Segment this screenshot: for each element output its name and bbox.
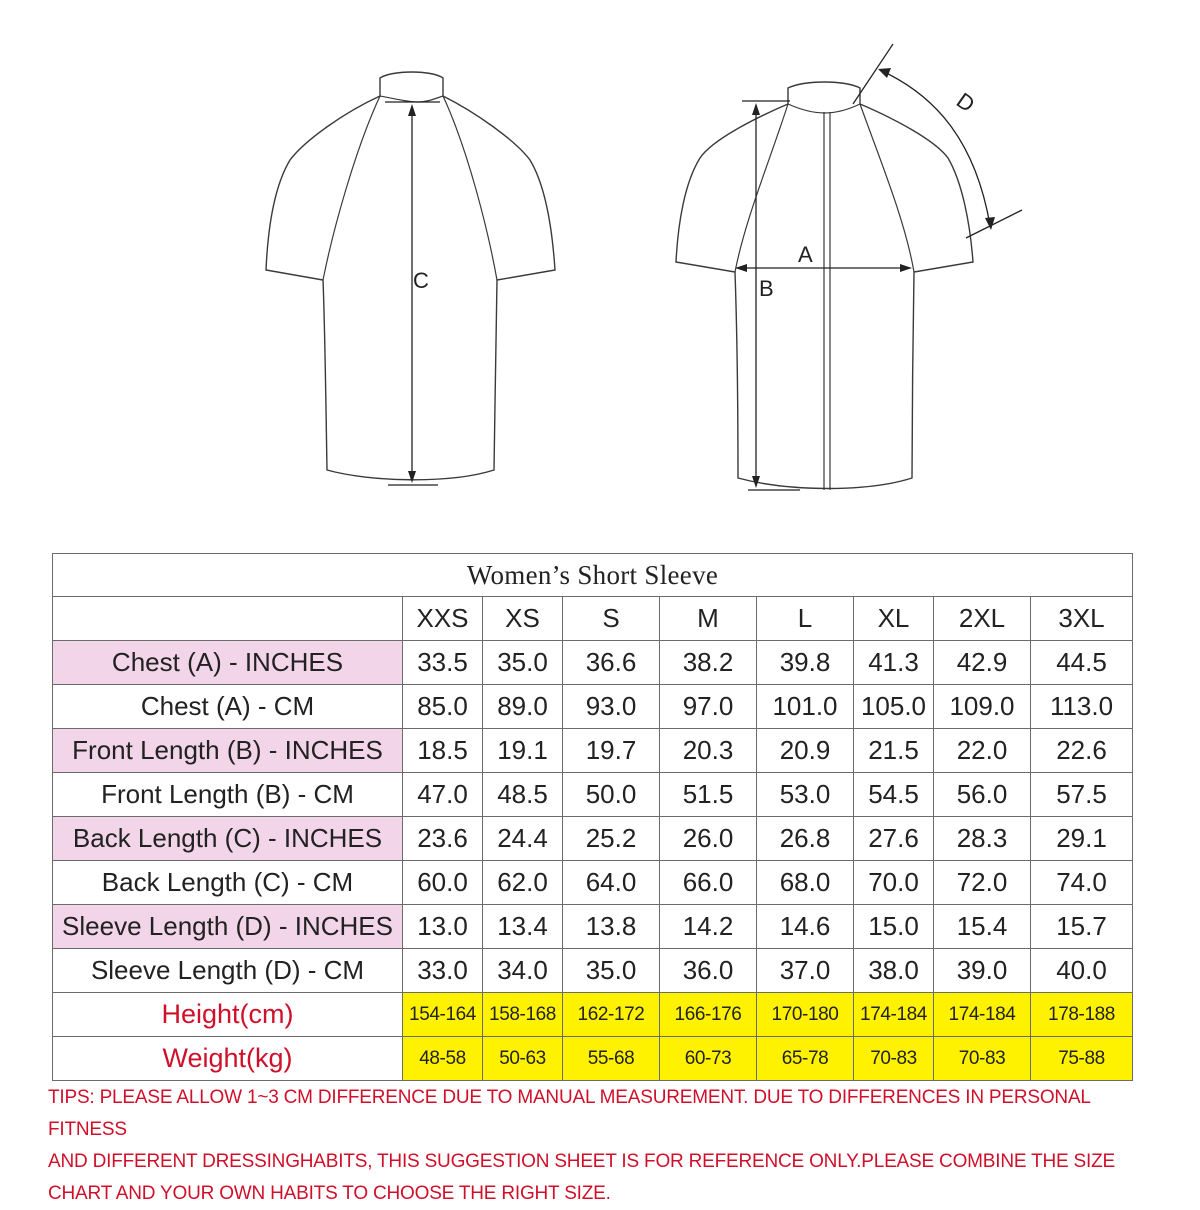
- table-title: Women’s Short Sleeve: [53, 554, 1133, 597]
- table-cell: 35.0: [483, 641, 563, 685]
- table-cell: 89.0: [483, 685, 563, 729]
- row-label: Chest (A) - CM: [53, 685, 403, 729]
- table-cell: 113.0: [1031, 685, 1133, 729]
- table-cell: 70-83: [934, 1037, 1031, 1081]
- table-cell: 65-78: [757, 1037, 854, 1081]
- table-cell: 75-88: [1031, 1037, 1133, 1081]
- row-label: Front Length (B) - CM: [53, 773, 403, 817]
- size-header-xl: XL: [854, 597, 934, 641]
- table-cell: 23.6: [403, 817, 483, 861]
- table-cell: 170-180: [757, 993, 854, 1037]
- table-cell: 36.6: [563, 641, 660, 685]
- table-cell: 20.3: [660, 729, 757, 773]
- table-cell: 109.0: [934, 685, 1031, 729]
- table-cell: 22.6: [1031, 729, 1133, 773]
- table-cell: 174-184: [854, 993, 934, 1037]
- size-header-3xl: 3XL: [1031, 597, 1133, 641]
- table-cell: 42.9: [934, 641, 1031, 685]
- front-view-jersey: [676, 44, 1022, 490]
- table-cell: 28.3: [934, 817, 1031, 861]
- size-chart-body: [53, 554, 1133, 1081]
- tips-note: [48, 1082, 1148, 1210]
- table-row: [53, 685, 1133, 729]
- row-label: Sleeve Length (D) - INCHES: [53, 905, 403, 949]
- table-cell: 19.7: [563, 729, 660, 773]
- table-cell: 60.0: [403, 861, 483, 905]
- table-cell: 60-73: [660, 1037, 757, 1081]
- table-cell: 29.1: [1031, 817, 1133, 861]
- table-cell: 51.5: [660, 773, 757, 817]
- table-cell: 72.0: [934, 861, 1031, 905]
- table-cell: 154-164: [403, 993, 483, 1037]
- jersey-diagrams: [0, 0, 1200, 540]
- table-cell: 50-63: [483, 1037, 563, 1081]
- table-cell: 19.1: [483, 729, 563, 773]
- table-cell: 70.0: [854, 861, 934, 905]
- table-cell: 48-58: [403, 1037, 483, 1081]
- tips-line: CHART AND YOUR OWN HABITS TO CHOOSE THE RIGHT SIZE.: [48, 1183, 611, 1204]
- table-cell: 13.4: [483, 905, 563, 949]
- table-cell: 47.0: [403, 773, 483, 817]
- table-cell: 15.0: [854, 905, 934, 949]
- size-header-2xl: 2XL: [934, 597, 1031, 641]
- table-cell: 15.7: [1031, 905, 1133, 949]
- table-cell: 13.0: [403, 905, 483, 949]
- jersey-diagram-svg: [0, 0, 1200, 540]
- row-label: Height(cm): [53, 993, 403, 1037]
- table-cell: 21.5: [854, 729, 934, 773]
- table-row: [53, 949, 1133, 993]
- table-cell: 55-68: [563, 1037, 660, 1081]
- table-cell: 13.8: [563, 905, 660, 949]
- table-cell: 18.5: [403, 729, 483, 773]
- row-label: Front Length (B) - INCHES: [53, 729, 403, 773]
- table-cell: 36.0: [660, 949, 757, 993]
- table-cell: 38.2: [660, 641, 757, 685]
- table-cell: 48.5: [483, 773, 563, 817]
- table-cell: 26.8: [757, 817, 854, 861]
- row-label: Chest (A) - INCHES: [53, 641, 403, 685]
- table-cell: 35.0: [563, 949, 660, 993]
- table-cell: 158-168: [483, 993, 563, 1037]
- table-cell: 22.0: [934, 729, 1031, 773]
- table-cell: 39.0: [934, 949, 1031, 993]
- table-cell: 54.5: [854, 773, 934, 817]
- table-cell: 14.6: [757, 905, 854, 949]
- table-cell: 178-188: [1031, 993, 1133, 1037]
- table-cell: 68.0: [757, 861, 854, 905]
- header-corner: [53, 597, 403, 641]
- table-cell: 38.0: [854, 949, 934, 993]
- table-cell: 166-176: [660, 993, 757, 1037]
- table-cell: 162-172: [563, 993, 660, 1037]
- table-row: [53, 641, 1133, 685]
- table-cell: 50.0: [563, 773, 660, 817]
- table-cell: 15.4: [934, 905, 1031, 949]
- table-cell: 97.0: [660, 685, 757, 729]
- row-label: Sleeve Length (D) - CM: [53, 949, 403, 993]
- table-cell: 24.4: [483, 817, 563, 861]
- row-label: Back Length (C) - INCHES: [53, 817, 403, 861]
- size-header-row: [53, 597, 1133, 641]
- table-cell: 174-184: [934, 993, 1031, 1037]
- size-header-xs: XS: [483, 597, 563, 641]
- table-cell: 25.2: [563, 817, 660, 861]
- table-cell: 70-83: [854, 1037, 934, 1081]
- table-row: [53, 861, 1133, 905]
- table-row: [53, 1037, 1133, 1081]
- table-cell: 40.0: [1031, 949, 1133, 993]
- table-cell: 74.0: [1031, 861, 1133, 905]
- sleeve-length-label: D: [951, 87, 980, 118]
- table-cell: 93.0: [563, 685, 660, 729]
- table-cell: 37.0: [757, 949, 854, 993]
- table-cell: 34.0: [483, 949, 563, 993]
- table-row: [53, 773, 1133, 817]
- chest-label: A: [798, 242, 813, 267]
- table-cell: 64.0: [563, 861, 660, 905]
- size-header-l: L: [757, 597, 854, 641]
- table-row: [53, 993, 1133, 1037]
- table-cell: 27.6: [854, 817, 934, 861]
- row-label: Weight(kg): [53, 1037, 403, 1081]
- table-cell: 44.5: [1031, 641, 1133, 685]
- table-cell: 62.0: [483, 861, 563, 905]
- back-jersey-body: [266, 72, 555, 480]
- size-header-xxs: XXS: [403, 597, 483, 641]
- table-cell: 85.0: [403, 685, 483, 729]
- back-view-jersey: [266, 72, 555, 485]
- tips-line: TIPS: PLEASE ALLOW 1~3 CM DIFFERENCE DUE TO MANUAL MEASUREMENT. DUE TO DIFFERENCES IN PERSONAL FITNESS: [48, 1087, 1091, 1140]
- table-cell: 20.9: [757, 729, 854, 773]
- table-cell: 66.0: [660, 861, 757, 905]
- tips-line: AND DIFFERENT DRESSINGHABITS, THIS SUGGESTION SHEET IS FOR REFERENCE ONLY.PLEASE COMBINE THE SIZE: [48, 1151, 1115, 1172]
- table-row: [53, 729, 1133, 773]
- table-cell: 56.0: [934, 773, 1031, 817]
- table-cell: 33.0: [403, 949, 483, 993]
- size-header-s: S: [563, 597, 660, 641]
- table-cell: 53.0: [757, 773, 854, 817]
- table-cell: 105.0: [854, 685, 934, 729]
- table-cell: 57.5: [1031, 773, 1133, 817]
- table-cell: 41.3: [854, 641, 934, 685]
- table-row: [53, 905, 1133, 949]
- front-length-label: B: [759, 276, 774, 301]
- row-label: Back Length (C) - CM: [53, 861, 403, 905]
- size-header-m: M: [660, 597, 757, 641]
- table-cell: 26.0: [660, 817, 757, 861]
- back-length-label: C: [413, 268, 429, 293]
- table-cell: 33.5: [403, 641, 483, 685]
- size-chart-table: [52, 553, 1133, 1081]
- table-cell: 101.0: [757, 685, 854, 729]
- table-row: [53, 817, 1133, 861]
- table-cell: 14.2: [660, 905, 757, 949]
- table-cell: 39.8: [757, 641, 854, 685]
